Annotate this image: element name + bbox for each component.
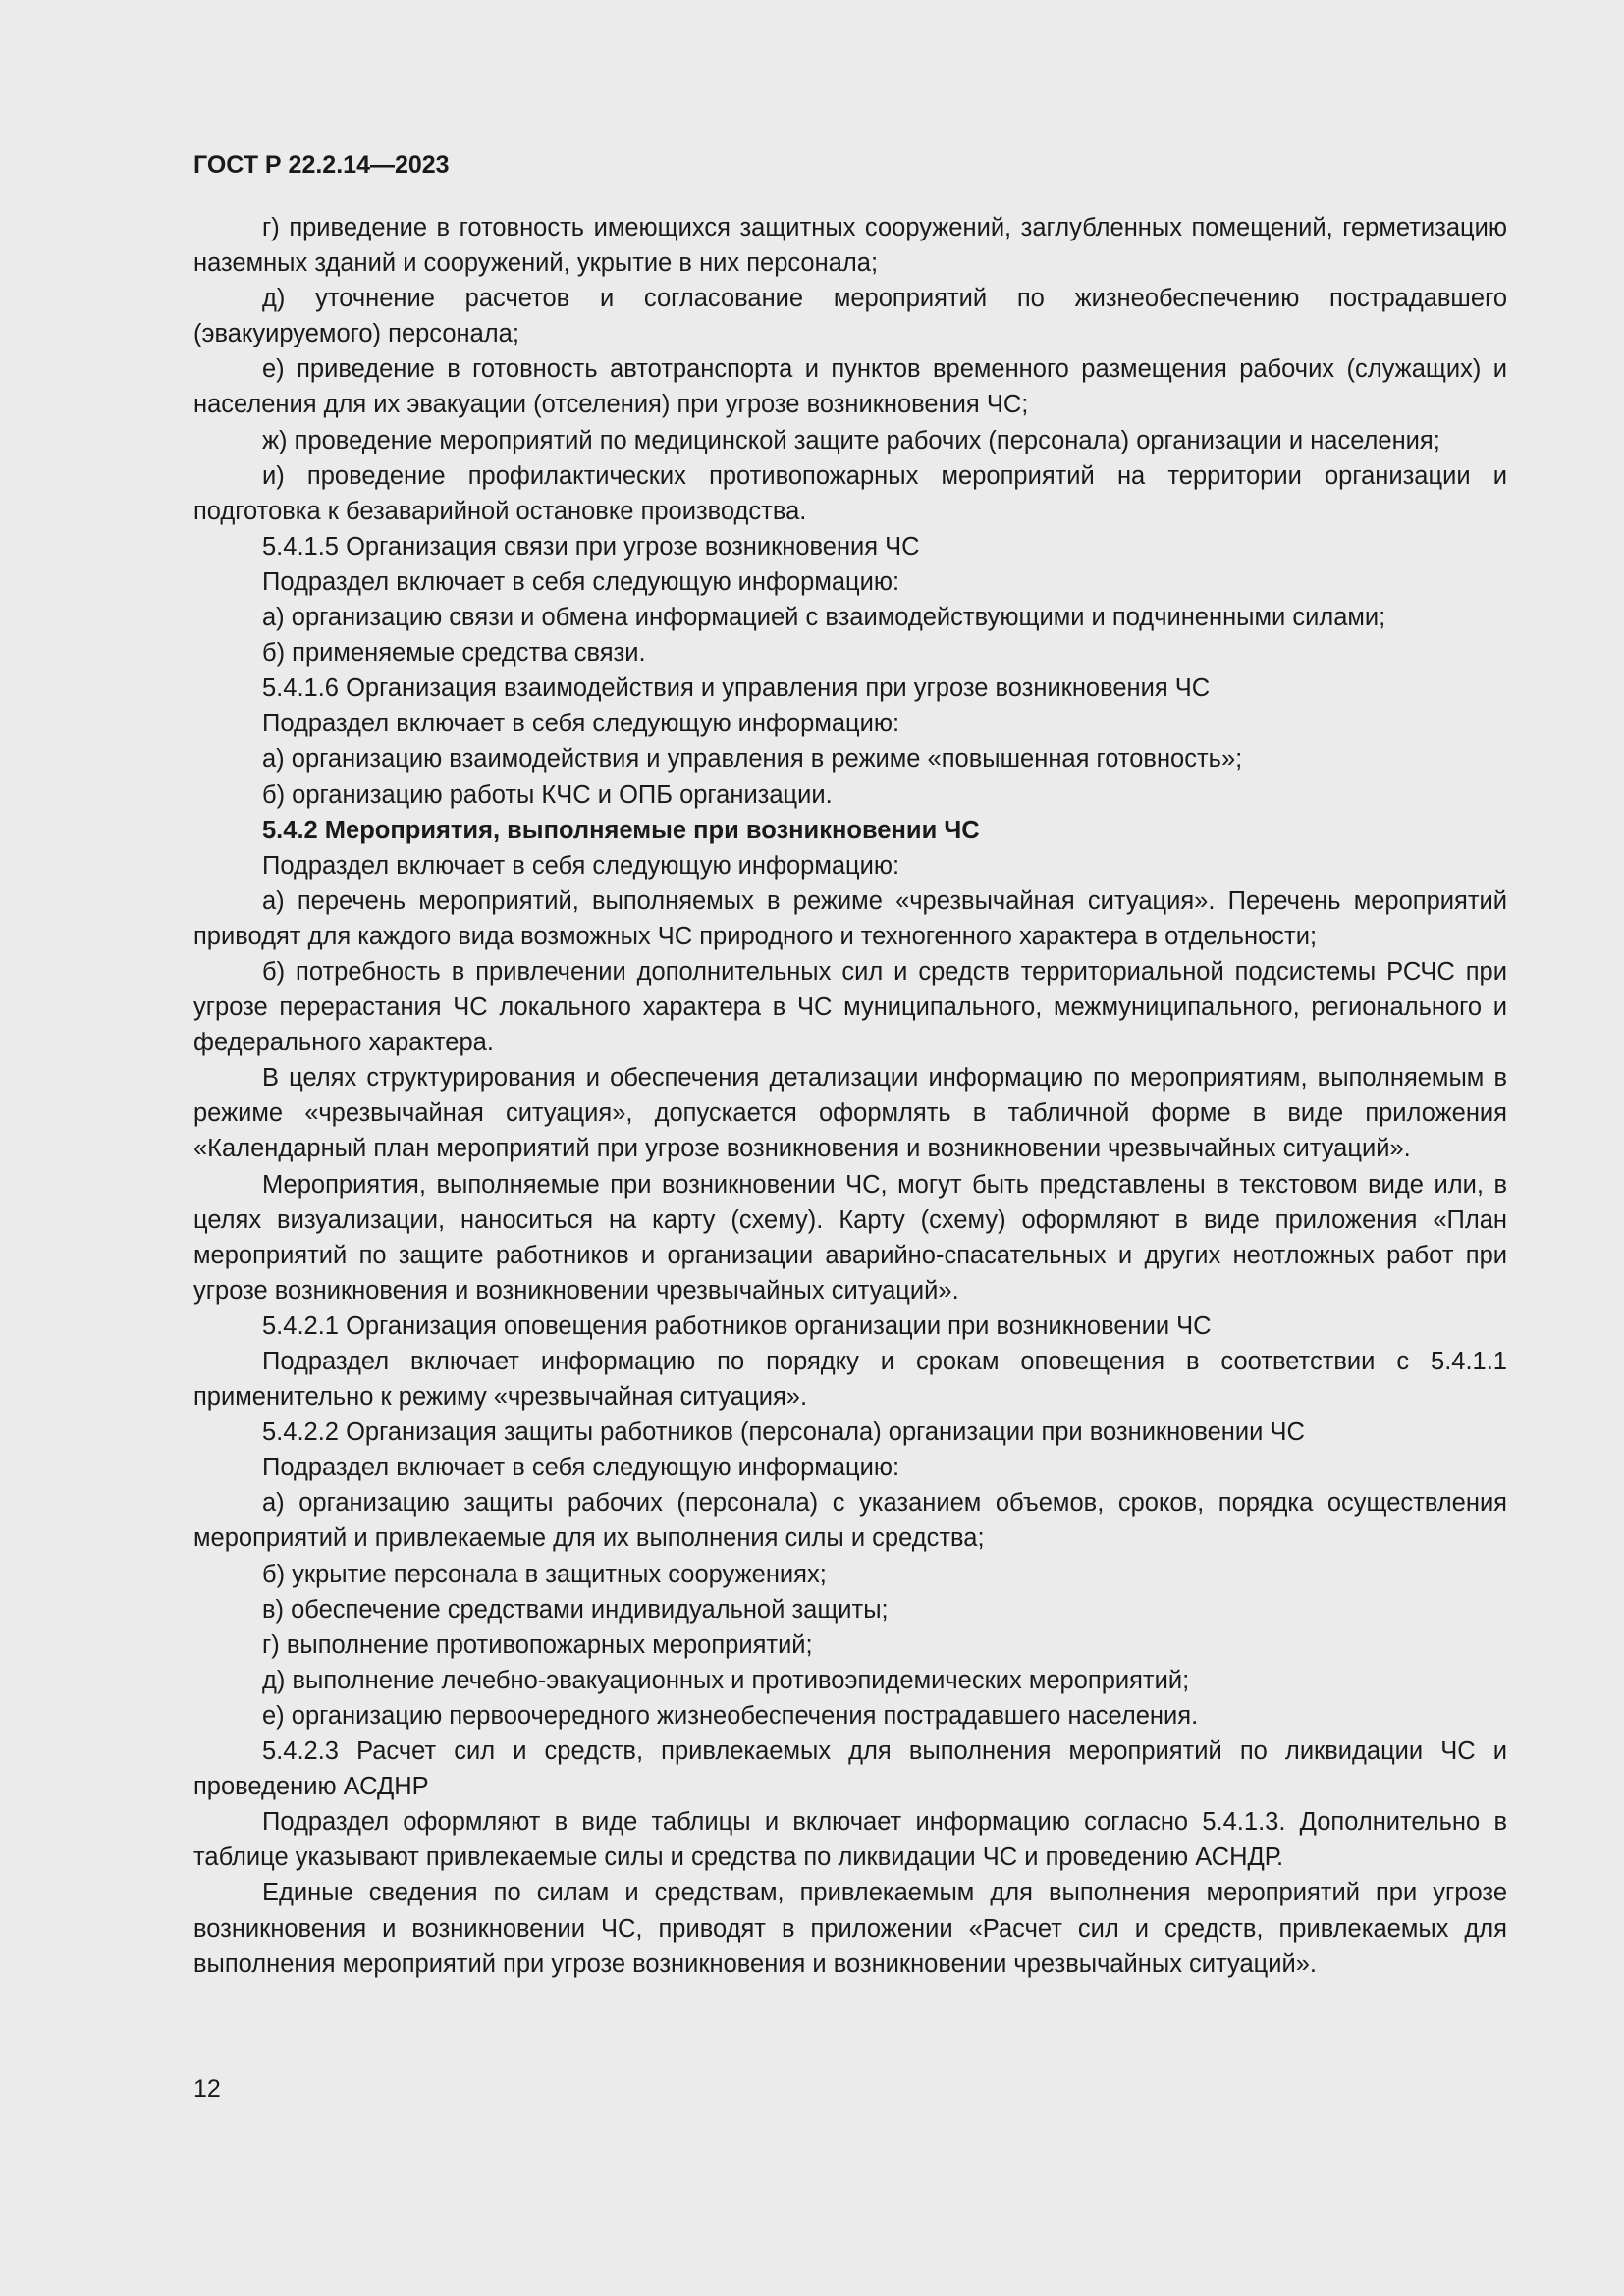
paragraph: Подраздел включает в себя следующую информацию: [262, 567, 900, 596]
list-item: б) организацию работы КЧС и ОПБ организации. [262, 780, 833, 809]
list-item: а) организацию связи и обмена информацией с взаимодействующими и подчиненными силами; [262, 604, 1386, 632]
paragraph: Мероприятия, выполняемые при возникновении ЧС, могут быть представлены в текстовом виде или, в целях визуализации, наноситься на карту (схему). Карту (схему) оформляют в виде приложения «План мероприятий по защите работников и организации аварийно-спасательных и других неотложных работ при угрозе возникновения и возникновении чрезвычайных ситуаций». [193, 1170, 1507, 1305]
list-item: д) выполнение лечебно-эвакуационных и противоэпидемических мероприятий; [262, 1666, 1190, 1694]
list-item: в) обеспечение средствами индивидуальной защиты; [262, 1595, 889, 1624]
paragraph: Подраздел включает в себя следующую информацию: [262, 1454, 900, 1482]
list-item: а) перечень мероприятий, выполняемых в режиме «чрезвычайная ситуация». Перечень мероприятий приводят для каждого вида возможных ЧС природного и техногенного характера в отдельности; [193, 886, 1507, 950]
section-heading: 5.4.2.2 Организация защиты работников (персонала) организации при возникновении ЧС [262, 1418, 1305, 1447]
section-heading: 5.4.2.3 Расчет сил и средств, привлекаемых для выполнения мероприятий по ликвидации ЧС и проведению АСДНР [193, 1737, 1507, 1801]
list-item: г) приведение в готовность имеющихся защитных сооружений, заглубленных помещений, герметизацию наземных зданий и сооружений, укрытие в них персонала; [193, 214, 1507, 278]
list-item: ж) проведение мероприятий по медицинской защите рабочих (персонала) организации и населения; [262, 426, 1440, 454]
document-body [193, 210, 1507, 1982]
paragraph: Подраздел оформляют в виде таблицы и включает информацию согласно 5.4.1.3. Дополнительно в таблице указывают привлекаемые силы и средства по ликвидации ЧС и проведению АСНДР. [193, 1808, 1507, 1872]
section-heading: 5.4.2.1 Организация оповещения работников организации при возникновении ЧС [262, 1311, 1212, 1340]
list-item: б) укрытие персонала в защитных сооружениях; [262, 1560, 827, 1588]
section-heading-bold: 5.4.2 Мероприятия, выполняемые при возникновении ЧС [262, 816, 980, 844]
paragraph: Единые сведения по силам и средствам, привлекаемым для выполнения мероприятий при угрозе возникновения и возникновении ЧС, приводят в приложении «Расчет сил и средств, привлекаемых для выполнения мероприятий при угрозе возникновения и возникновении чрезвычайных ситуаций». [193, 1879, 1507, 1978]
document-header: ГОСТ Р 22.2.14—2023 [193, 151, 450, 179]
list-item: б) применяемые средства связи. [262, 639, 646, 667]
list-item: б) потребность в привлечении дополнительных сил и средств территориальной подсистемы РСЧС при угрозе перерастания ЧС локального характера в ЧС муниципального, межмуниципального, регионального и федерального характера. [193, 957, 1507, 1057]
list-item: е) организацию первоочередного жизнеобеспечения пострадавшего населения. [262, 1701, 1199, 1730]
paragraph: Подраздел включает в себя следующую информацию: [262, 851, 900, 880]
list-item: г) выполнение противопожарных мероприятий; [262, 1630, 813, 1659]
section-heading: 5.4.1.5 Организация связи при угрозе возникновения ЧС [262, 532, 920, 561]
page-number: 12 [193, 2075, 221, 2103]
list-item: а) организацию взаимодействия и управления в режиме «повышенная готовность»; [262, 745, 1243, 774]
paragraph: В целях структурирования и обеспечения детализации информацию по мероприятиям, выполняемым в режиме «чрезвычайная ситуация», допускается оформлять в табличной форме в виде приложения «Календарный план мероприятий при угрозе возникновения и возникновении чрезвычайных ситуаций». [193, 1064, 1507, 1163]
paragraph: Подраздел включает в себя следующую информацию: [262, 710, 900, 738]
list-item: а) организацию защиты рабочих (персонала) с указанием объемов, сроков, порядка осуществления мероприятий и привлекаемые для их выполнения силы и средства; [193, 1489, 1507, 1553]
document-page [193, 147, 1507, 1982]
list-item: д) уточнение расчетов и согласование мероприятий по жизнеобеспечению пострадавшего (эвакуируемого) персонала; [193, 285, 1507, 348]
section-heading: 5.4.1.6 Организация взаимодействия и управления при угрозе возникновения ЧС [262, 674, 1211, 703]
list-item: и) проведение профилактических противопожарных мероприятий на территории организации и подготовка к безаварийной остановке производства. [193, 461, 1507, 525]
list-item: е) приведение в готовность автотранспорта и пунктов временного размещения рабочих (служащих) и населения для их эвакуации (отселения) при угрозе возникновения ЧС; [193, 355, 1507, 419]
paragraph: Подраздел включает информацию по порядку и срокам оповещения в соответствии с 5.4.1.1 применительно к режиму «чрезвычайная ситуация». [193, 1348, 1507, 1412]
